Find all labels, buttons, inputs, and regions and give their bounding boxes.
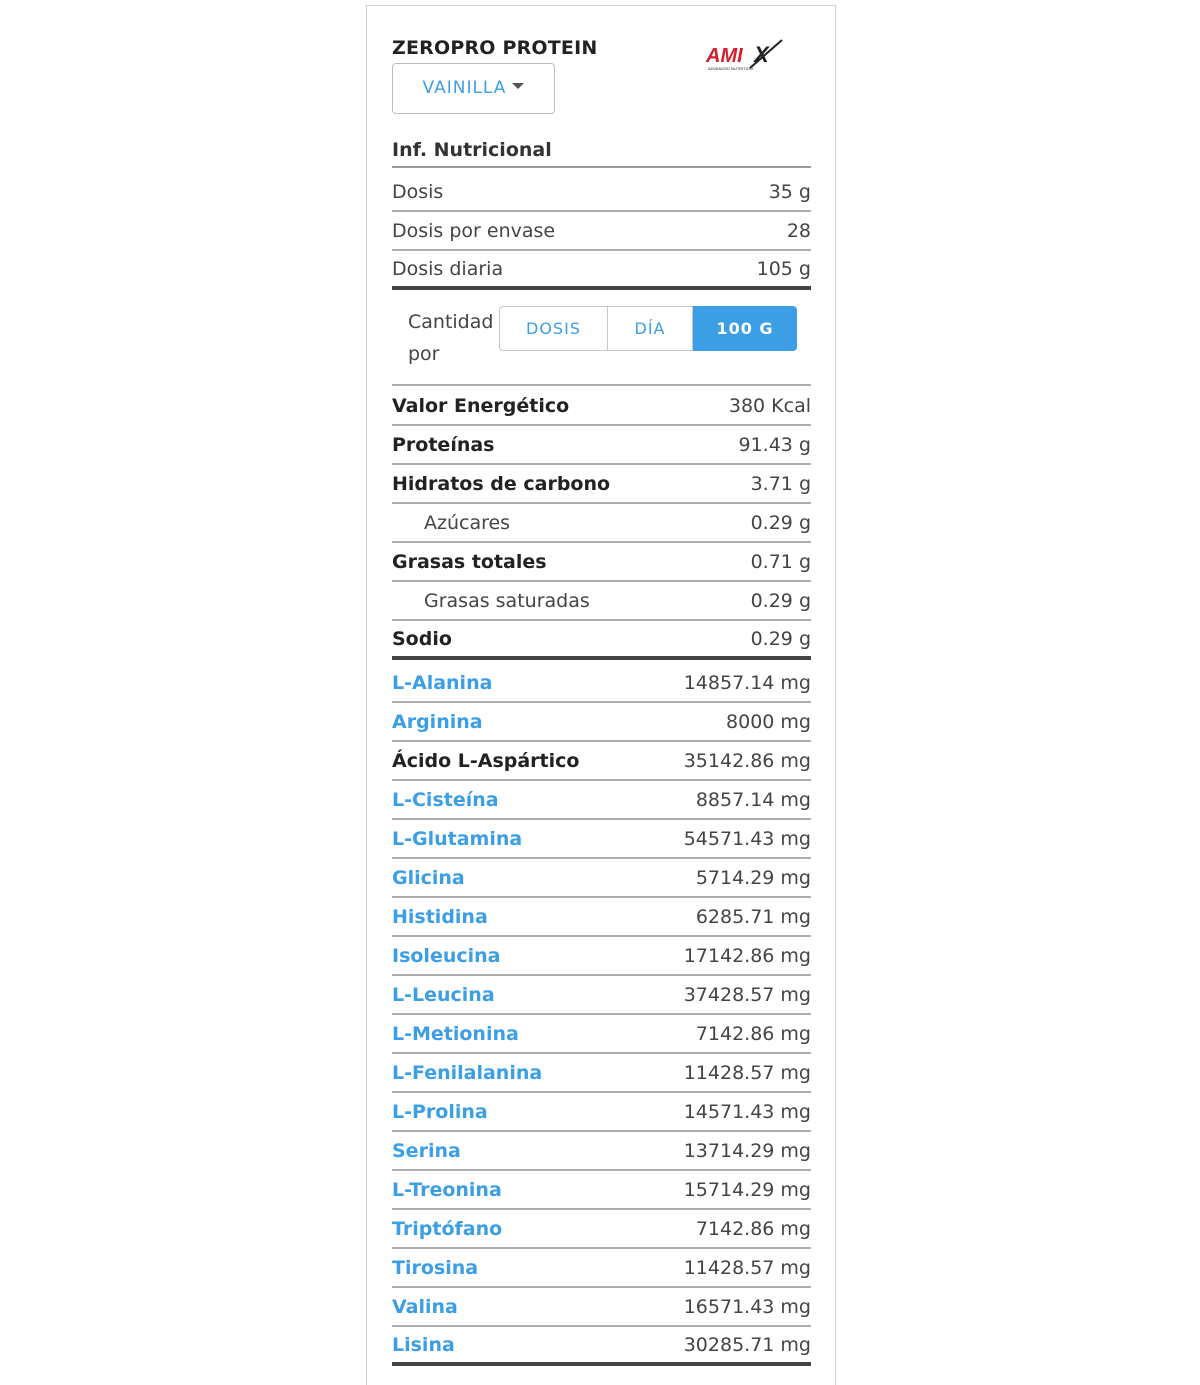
aminoacid-row xyxy=(392,664,811,703)
info-row-value: 35 g xyxy=(768,180,811,203)
aminoacid-row xyxy=(392,820,811,859)
aminoacid-row-value: 11428.57 mg xyxy=(683,1256,811,1279)
aminoacid-row-label[interactable]: L-Metionina xyxy=(392,1022,519,1045)
info-row xyxy=(392,212,811,251)
flavor-dropdown-label: VAINILLA xyxy=(422,78,507,98)
aminoacid-row xyxy=(392,781,811,820)
aminoacid-row xyxy=(392,1171,811,1210)
aminoacid-row-value: 11428.57 mg xyxy=(683,1061,811,1084)
aminoacid-row-value: 16571.43 mg xyxy=(683,1295,811,1318)
flavor-dropdown[interactable] xyxy=(392,63,555,114)
aminoacid-row-value: 6285.71 mg xyxy=(695,905,811,928)
aminoacid-row-label[interactable]: L-Treonina xyxy=(392,1178,502,1201)
nutrient-row-label: Sodio xyxy=(392,627,452,650)
aminoacid-row xyxy=(392,1249,811,1288)
aminoacid-row-label[interactable]: Valina xyxy=(392,1295,458,1318)
aminoacid-row xyxy=(392,1093,811,1132)
info-row-label: Dosis por envase xyxy=(392,219,556,242)
tab-dia[interactable]: DÍA xyxy=(608,306,693,351)
aminoacid-row-label[interactable]: Isoleucina xyxy=(392,944,501,967)
tab-100g[interactable]: 100 G xyxy=(693,306,797,351)
nutrient-row xyxy=(392,504,811,543)
aminoacid-row-value: 14857.14 mg xyxy=(683,671,811,694)
nutrient-row-label: Azúcares xyxy=(424,511,511,534)
svg-text:X: X xyxy=(754,42,769,67)
nutrient-row xyxy=(392,387,811,426)
aminoacid-row-label[interactable]: L-Cisteína xyxy=(392,788,499,811)
aminoacid-row-label[interactable]: L-Prolina xyxy=(392,1100,488,1123)
aminoacid-row xyxy=(392,1132,811,1171)
nutrient-row-value: 0.29 g xyxy=(750,589,811,612)
aminoacid-row xyxy=(392,1015,811,1054)
aminoacid-row-value: 14571.43 mg xyxy=(683,1100,811,1123)
aminoacid-row-value: 17142.86 mg xyxy=(683,944,811,967)
aminoacid-row-label[interactable]: Arginina xyxy=(392,710,483,733)
info-row xyxy=(392,251,811,290)
aminoacid-row-label[interactable]: Lisina xyxy=(392,1333,455,1356)
nutrient-row-value: 91.43 g xyxy=(738,433,811,456)
aminoacid-row-value: 8000 mg xyxy=(726,710,811,733)
aminoacid-row xyxy=(392,1288,811,1327)
nutrient-row-label: Grasas totales xyxy=(392,550,547,573)
aminoacid-row-value: 37428.57 mg xyxy=(683,983,811,1006)
quantity-selector xyxy=(392,290,811,386)
info-row xyxy=(392,173,811,212)
nutrient-row-value: 0.29 g xyxy=(750,511,811,534)
svg-text:ADVANCED NUTRITION: ADVANCED NUTRITION xyxy=(708,66,753,71)
info-row-label: Dosis xyxy=(392,180,444,203)
nutrient-row xyxy=(392,426,811,465)
nutrient-row-value: 0.29 g xyxy=(750,627,811,650)
nutrient-row-label: Hidratos de carbono xyxy=(392,472,611,495)
caret-down-icon xyxy=(512,83,524,89)
nutrient-row xyxy=(392,465,811,504)
aminoacid-row-label[interactable]: Serina xyxy=(392,1139,461,1162)
aminoacid-row-value: 30285.71 mg xyxy=(683,1333,811,1356)
aminoacid-row-label[interactable]: Triptófano xyxy=(392,1217,503,1240)
nutrition-card xyxy=(366,5,836,1385)
nutrition-info-heading: Inf. Nutricional xyxy=(392,132,811,168)
aminoacid-row xyxy=(392,742,811,781)
aminoacid-row-label[interactable]: L-Glutamina xyxy=(392,827,523,850)
aminoacid-row-value: 35142.86 mg xyxy=(683,749,811,772)
nutrient-row-value: 380 Kcal xyxy=(728,394,811,417)
nutrient-row-value: 0.71 g xyxy=(750,550,811,573)
aminoacid-row-label[interactable]: Histidina xyxy=(392,905,488,928)
nutrient-row-value: 3.71 g xyxy=(750,472,811,495)
aminoacid-row-value: 5714.29 mg xyxy=(695,866,811,889)
svg-text:AMI: AMI xyxy=(706,45,743,67)
aminoacid-row-value: 15714.29 mg xyxy=(683,1178,811,1201)
aminoacid-row-label[interactable]: L-Leucina xyxy=(392,983,495,1006)
aminoacid-row-label[interactable]: L-Alanina xyxy=(392,671,493,694)
aminoacid-row-value: 7142.86 mg xyxy=(695,1022,811,1045)
info-row-value: 28 xyxy=(786,219,811,242)
amix-logo xyxy=(702,34,790,76)
product-title: ZEROPRO PROTEIN xyxy=(392,37,598,59)
info-row-label: Dosis diaria xyxy=(392,257,504,280)
nutrient-row-label: Proteínas xyxy=(392,433,495,456)
aminoacid-row-label[interactable]: L-Fenilalanina xyxy=(392,1061,543,1084)
aminoacid-row xyxy=(392,859,811,898)
tab-dosis[interactable]: DOSIS xyxy=(499,306,608,351)
aminoacid-row xyxy=(392,1054,811,1093)
aminoacid-row-value: 54571.43 mg xyxy=(683,827,811,850)
aminoacid-row-label[interactable]: Glicina xyxy=(392,866,465,889)
nutrient-row-label: Valor Energético xyxy=(392,394,570,417)
info-row-value: 105 g xyxy=(756,257,811,280)
aminoacid-row-label: Ácido L-Aspártico xyxy=(392,749,580,772)
quantity-label: Cantidad por xyxy=(408,311,494,365)
aminoacid-row xyxy=(392,1327,811,1366)
aminoacid-row xyxy=(392,937,811,976)
aminoacid-row-value: 8857.14 mg xyxy=(695,788,811,811)
nutrient-row xyxy=(392,543,811,582)
aminoacid-row xyxy=(392,1210,811,1249)
nutrient-row-label: Grasas saturadas xyxy=(424,589,590,612)
aminoacid-row-label[interactable]: Tirosina xyxy=(392,1256,479,1279)
aminoacid-row-value: 7142.86 mg xyxy=(695,1217,811,1240)
aminoacid-row-value: 13714.29 mg xyxy=(683,1139,811,1162)
aminoacid-row xyxy=(392,703,811,742)
nutrient-row xyxy=(392,582,811,621)
nutrient-row xyxy=(392,621,811,660)
quantity-toggle-group xyxy=(499,306,797,351)
aminoacid-row xyxy=(392,898,811,937)
aminoacid-row xyxy=(392,976,811,1015)
